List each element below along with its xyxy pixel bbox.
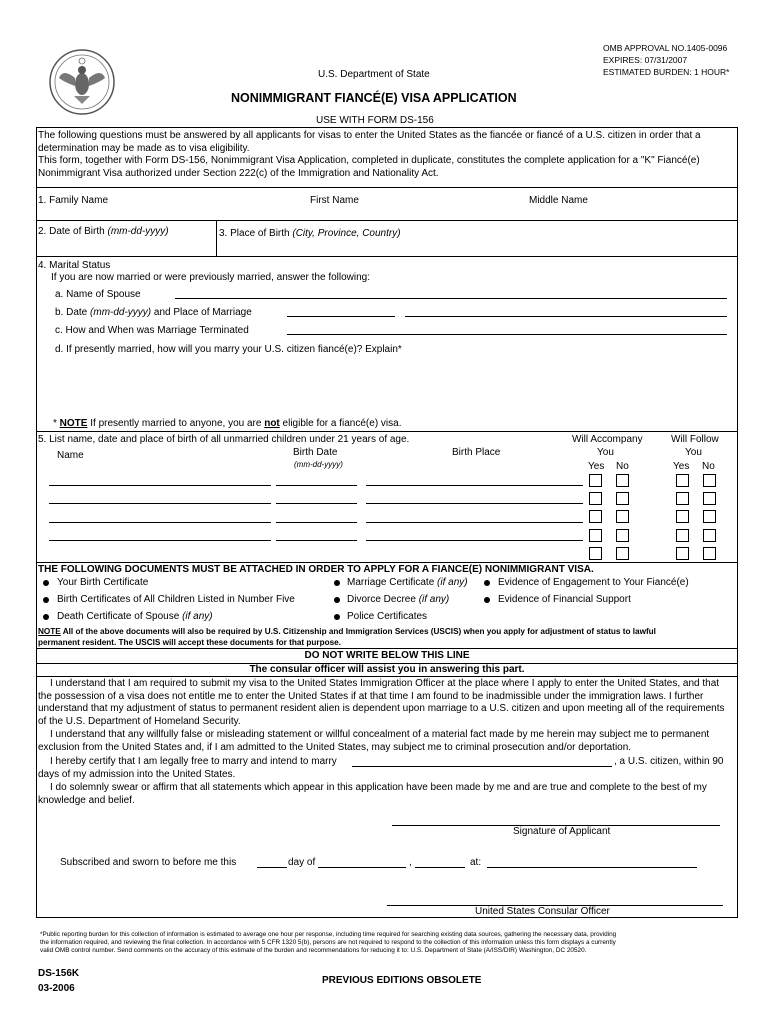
will-accompany-you: You [597, 447, 614, 458]
child-1-name-field[interactable] [49, 485, 271, 486]
consular-officer-label: United States Consular Officer [475, 906, 610, 917]
place-of-birth-field[interactable] [218, 240, 736, 254]
child-2-birth-place-field[interactable] [366, 503, 583, 504]
child-5-accompany-yes-checkbox[interactable] [589, 547, 602, 560]
child-4-follow-no-checkbox[interactable] [703, 529, 716, 542]
bullet-icon [484, 597, 490, 603]
at-label: at: [470, 857, 482, 868]
fiance-name-field[interactable] [352, 766, 612, 767]
child-3-birth-date-field[interactable] [276, 522, 357, 523]
date-of-birth-label: 2. Date of Birth (mm-dd-yyyy) [38, 226, 169, 237]
doc-divorce-decree: Divorce Decree (if any) [347, 594, 450, 605]
statement-oath: I do solemnly swear or affirm that all statements which appear in this application have been made by me and are true and complete to the best of my knowledge and belief. [38, 782, 707, 806]
child-4-birth-date-field[interactable] [276, 540, 357, 541]
marital-status-title: 4. Marital Status [38, 260, 111, 271]
statement-inadmissibility: I understand that I am required to submit my visa to the United States Immigration Officer at the place where I apply to enter the United States, and that the possession of a visa does not entitle me to enter the United States if at that time I am found to be inadmissible under the immigration laws. I further understand that my adjustment of status to permanent resident alien is dependent upon marriage to a U.S. citizen and upon meeting all of the requirements of the U.S. Department of Homeland Security. [38, 678, 725, 727]
doc-marriage-certificate: Marriage Certificate (if any) [347, 577, 468, 588]
child-5-accompany-no-checkbox[interactable] [616, 547, 629, 560]
child-4-follow-yes-checkbox[interactable] [676, 529, 689, 542]
previous-editions-obsolete: PREVIOUS EDITIONS OBSOLETE [322, 975, 482, 986]
comma-separator: , [409, 857, 412, 868]
office-use-notice: DO NOT WRITE BELOW THIS LINE [304, 650, 470, 661]
children-name-header: Name [57, 450, 84, 461]
child-3-accompany-no-checkbox[interactable] [616, 510, 629, 523]
subscribed-sworn-label: Subscribed and sworn to before me this [60, 857, 237, 868]
bullet-icon [334, 614, 340, 620]
department-seal [48, 48, 116, 116]
doc-birth-certificate: Your Birth Certificate [57, 577, 149, 588]
bullet-icon [484, 580, 490, 586]
form-title: NONIMMIGRANT FIANCÉ(E) VISA APPLICATION [231, 91, 517, 105]
doc-evidence-engagement: Evidence of Engagement to Your Fiancé(e) [498, 577, 689, 588]
children-birth-place-header: Birth Place [452, 447, 501, 458]
accompany-yes-label: Yes [588, 461, 605, 472]
omb-approval: OMB APPROVAL NO.1405-0096 [603, 43, 728, 53]
child-2-follow-no-checkbox[interactable] [703, 492, 716, 505]
bullet-icon [43, 580, 49, 586]
department-name: U.S. Department of State [318, 69, 430, 80]
estimated-burden: ESTIMATED BURDEN: 1 HOUR* [603, 67, 730, 77]
marriage-terminated-label: c. How and When was Marriage Terminated [55, 325, 249, 336]
child-3-follow-no-checkbox[interactable] [703, 510, 716, 523]
child-5-follow-yes-checkbox[interactable] [676, 547, 689, 560]
child-4-accompany-yes-checkbox[interactable] [589, 529, 602, 542]
follow-yes-label: Yes [673, 461, 690, 472]
child-3-follow-yes-checkbox[interactable] [676, 510, 689, 523]
statement-false-statements: I understand that any willfully false or misleading statement or willful concealment of a material fact made by me herein may subject me to permanent exclusion from the United States and, if I am admitted to the United States, may subject me to criminal prosecution and/or deportation. [38, 729, 710, 753]
certify-free-to-marry: I hereby certify that I am legally free to marry and intend to marry [50, 756, 337, 767]
child-2-accompany-no-checkbox[interactable] [616, 492, 629, 505]
sworn-day-field[interactable] [257, 867, 287, 868]
children-birth-date-hint: (mm-dd-yyyy) [294, 460, 343, 469]
doc-children-birth-certificates: Birth Certificates of All Children Listed in Number Five [57, 594, 295, 605]
child-4-name-field[interactable] [49, 540, 271, 541]
first-name-label: First Name [310, 195, 359, 206]
doc-police-certificates: Police Certificates [347, 611, 428, 622]
form-date: 03-2006 [38, 983, 75, 994]
name-field[interactable] [37, 205, 736, 219]
accompany-no-label: No [616, 461, 629, 472]
child-2-name-field[interactable] [49, 503, 271, 504]
child-1-accompany-yes-checkbox[interactable] [589, 474, 602, 487]
documents-note: NOTE All of the above documents will also be required by U.S. Citizenship and Immigration Services (USCIS) when you apply for adjustment of status to lawful permanent resident. The USCIS will accept these documents for that purpose. [38, 627, 656, 647]
child-1-accompany-no-checkbox[interactable] [616, 474, 629, 487]
sworn-month-field[interactable] [318, 867, 406, 868]
child-4-birth-place-field[interactable] [366, 540, 583, 541]
child-3-accompany-yes-checkbox[interactable] [589, 510, 602, 523]
marriage-terminated-field[interactable] [287, 334, 727, 335]
child-2-birth-date-field[interactable] [276, 503, 357, 504]
children-birth-date-header: Birth Date [293, 447, 338, 458]
middle-name-label: Middle Name [529, 195, 588, 206]
bullet-icon [334, 580, 340, 586]
place-of-birth-label: 3. Place of Birth (City, Province, Country) [219, 228, 401, 239]
child-3-name-field[interactable] [49, 522, 271, 523]
expiration-date: EXPIRES: 07/31/2007 [603, 55, 688, 65]
marriage-place-field[interactable] [405, 316, 727, 317]
child-1-birth-date-field[interactable] [276, 485, 357, 486]
marriage-date-place-label: b. Date (mm-dd-yyyy) and Place of Marriage [55, 307, 252, 318]
marriage-date-field[interactable] [287, 316, 395, 317]
will-follow-you: You [685, 447, 702, 458]
certify-us-citizen: , a U.S. citizen, within 90 [614, 756, 724, 767]
date-of-birth-field[interactable] [37, 238, 214, 254]
bullet-icon [334, 597, 340, 603]
child-3-birth-place-field[interactable] [366, 522, 583, 523]
child-2-accompany-yes-checkbox[interactable] [589, 492, 602, 505]
sworn-location-field[interactable] [487, 867, 697, 868]
family-name-label: 1. Family Name [38, 195, 109, 206]
doc-financial-support: Evidence of Financial Support [498, 594, 631, 605]
burden-statement: *Public reporting burden for this collection of information is estimated to average one hour per response, including time required for searching existing data sources, gathering the necessary data, providing the information required, and reviewing the final collection. In accordance with 5 CFR 1320 5(b), persons are not required to respond to the collection of this information unless this form displays a currently valid OMB control number. Send comments on the accuracy of this estimate of the burden and recommendations for reducing it to: U.S. Department of State (A/ISS/DIR) Washington, DC 20520. [40, 931, 617, 955]
bullet-icon [43, 614, 49, 620]
consular-assist-notice: The consular officer will assist you in answering this part. [249, 664, 525, 675]
follow-no-label: No [702, 461, 715, 472]
documents-heading: THE FOLLOWING DOCUMENTS MUST BE ATTACHED IN ORDER TO APPLY FOR A FIANCE(E) NONIMMIGRANT VISA. [38, 564, 594, 575]
child-2-follow-yes-checkbox[interactable] [676, 492, 689, 505]
intro-text: The following questions must be answered by all applicants for visas to enter the United States as the fiancée or fiancé of a U.S. citizen in order that a determination may be made as to visa eligibility. This form, together with Form DS-156, Nonimmigrant Visa Application, completed in duplicate, constitutes the complete application for a "K" Fiancé(e) Nonimmigrant Visa authorized under Section 222(c) of the Immigration and Nationality Act. [38, 130, 701, 179]
use-with-form: USE WITH FORM DS-156 [316, 115, 434, 126]
certify-admission-days: days of my admission into the United States. [38, 769, 236, 780]
marriage-plan-label: d. If presently married, how will you marry your U.S. citizen fiancé(e)? Explain* [55, 344, 402, 355]
child-4-accompany-no-checkbox[interactable] [616, 529, 629, 542]
spouse-name-field[interactable] [175, 298, 727, 299]
will-follow-header: Will Follow [671, 434, 719, 445]
day-of-label: day of [288, 857, 316, 868]
marital-status-instruction: If you are now married or were previously married, answer the following: [51, 272, 371, 283]
child-1-birth-place-field[interactable] [366, 485, 583, 486]
sworn-year-field[interactable] [415, 867, 465, 868]
spouse-name-label: a. Name of Spouse [55, 289, 141, 300]
applicant-signature-label: Signature of Applicant [513, 826, 611, 837]
doc-death-certificate: Death Certificate of Spouse (if any) [57, 611, 213, 622]
form-number: DS-156K [38, 968, 80, 979]
will-accompany-header: Will Accompany [572, 434, 643, 445]
bullet-icon [43, 597, 49, 603]
marriage-plan-explanation[interactable] [55, 358, 731, 414]
child-5-follow-no-checkbox[interactable] [703, 547, 716, 560]
children-title: 5. List name, date and place of birth of all unmarried children under 21 years of age. [38, 434, 410, 445]
marital-note: * NOTE If presently married to anyone, you are not eligible for a fiancé(e) visa. [53, 418, 402, 429]
child-1-follow-no-checkbox[interactable] [703, 474, 716, 487]
child-1-follow-yes-checkbox[interactable] [676, 474, 689, 487]
